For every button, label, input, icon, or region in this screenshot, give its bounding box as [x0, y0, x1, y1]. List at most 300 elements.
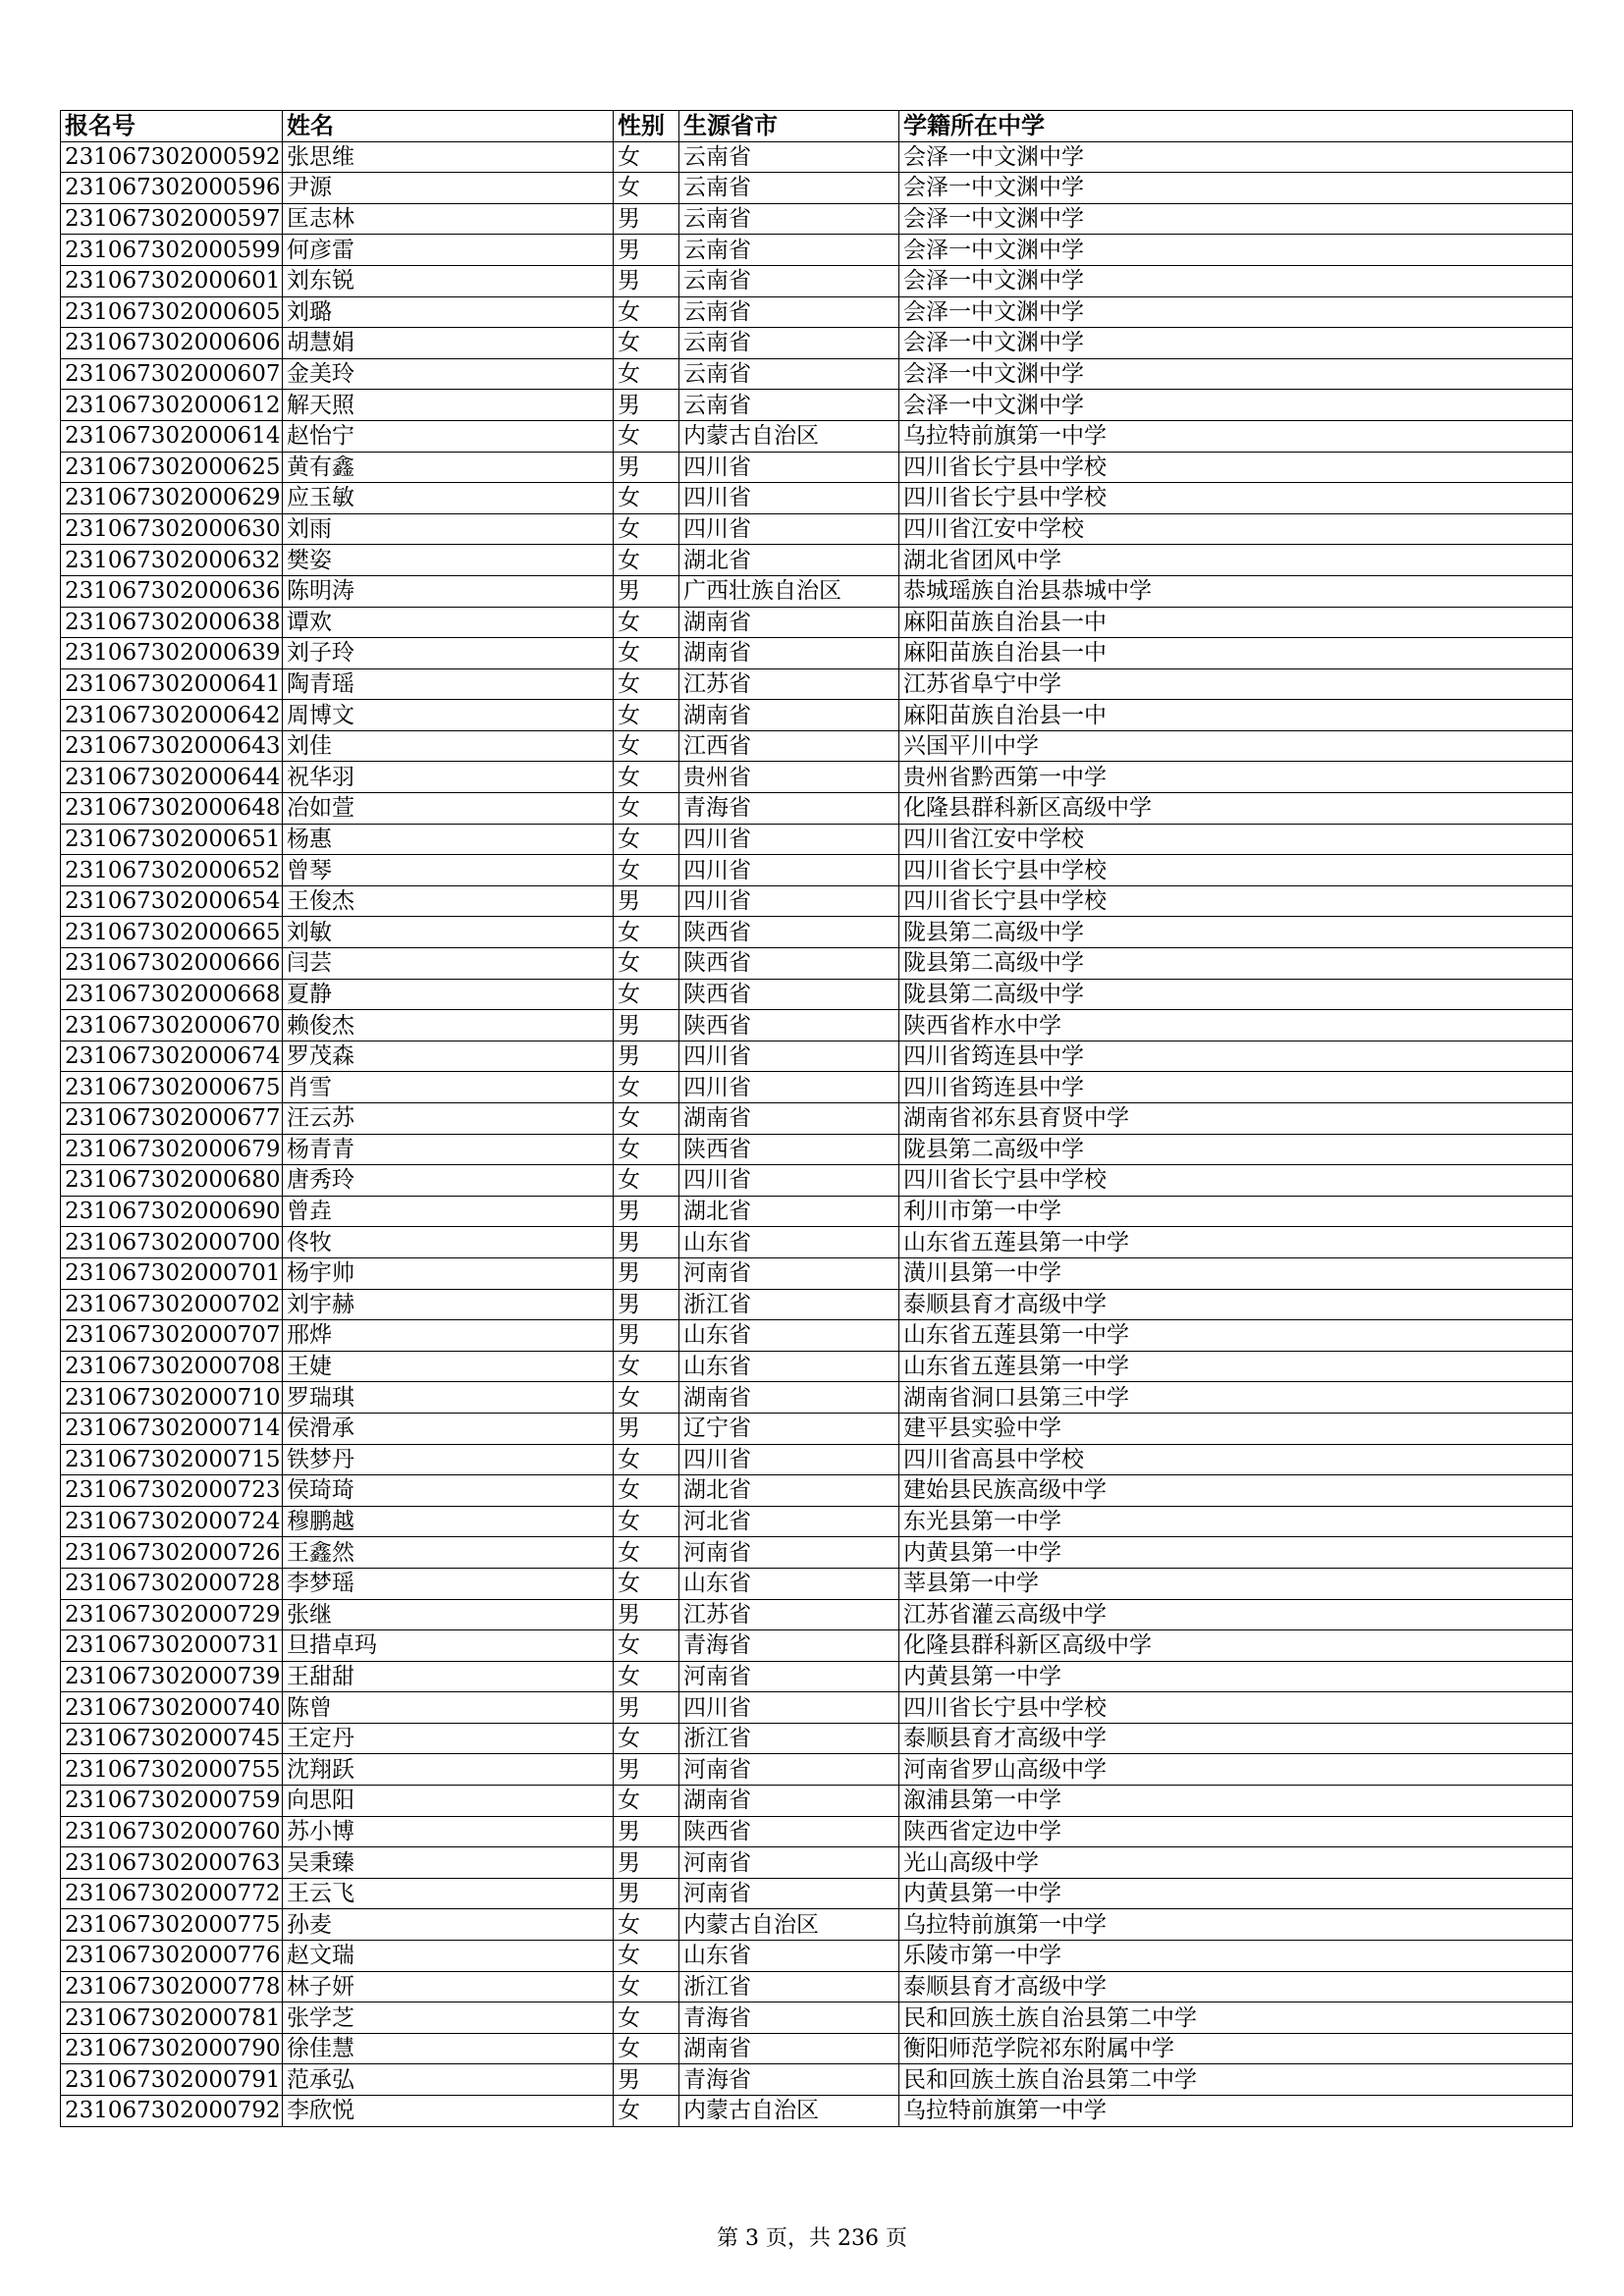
- school-cell: 河南省罗山高级中学: [899, 1754, 1573, 1786]
- roster-table: [60, 110, 1573, 2127]
- origin-province-cell: 青海省: [679, 2002, 899, 2034]
- table-row: [61, 1413, 1573, 1444]
- origin-province-cell: 四川省: [679, 885, 899, 917]
- table-row: [61, 700, 1573, 731]
- origin-province-cell: 山东省: [679, 1351, 899, 1382]
- registration-number-cell: 231067302000728: [61, 1568, 283, 1599]
- registration-number-cell: 231067302000639: [61, 638, 283, 669]
- gender-cell: 男: [614, 1257, 679, 1289]
- gender-cell: 男: [614, 1289, 679, 1320]
- gender-cell: 女: [614, 1382, 679, 1414]
- school-cell: 溆浦县第一中学: [899, 1786, 1573, 1817]
- name-cell: 杨惠: [283, 824, 614, 855]
- gender-cell: 女: [614, 979, 679, 1010]
- gender-cell: 女: [614, 1786, 679, 1817]
- origin-province-cell: 湖北省: [679, 545, 899, 576]
- registration-number-cell: 231067302000599: [61, 235, 283, 266]
- gender-cell: 男: [614, 1196, 679, 1227]
- registration-number-cell: 231067302000731: [61, 1630, 283, 1662]
- header-gender: 性别: [614, 111, 679, 142]
- origin-province-cell: 河南省: [679, 1537, 899, 1569]
- registration-number-cell: 231067302000665: [61, 917, 283, 948]
- gender-cell: 女: [614, 917, 679, 948]
- registration-number-cell: 231067302000629: [61, 483, 283, 514]
- table-row: [61, 1351, 1573, 1382]
- registration-number-cell: 231067302000601: [61, 265, 283, 296]
- gender-cell: 女: [614, 1072, 679, 1103]
- origin-province-cell: 云南省: [679, 265, 899, 296]
- table-row: [61, 141, 1573, 173]
- origin-province-cell: 内蒙古自治区: [679, 2096, 899, 2127]
- gender-cell: 男: [614, 1320, 679, 1352]
- school-cell: 会泽一中文渊中学: [899, 265, 1573, 296]
- school-cell: 四川省江安中学校: [899, 824, 1573, 855]
- table-row: [61, 1382, 1573, 1414]
- gender-cell: 女: [614, 1134, 679, 1165]
- origin-province-cell: 云南省: [679, 328, 899, 359]
- registration-number-cell: 231067302000641: [61, 668, 283, 700]
- name-cell: 王鑫然: [283, 1537, 614, 1569]
- table-row: [61, 948, 1573, 980]
- school-cell: 乌拉特前旗第一中学: [899, 1909, 1573, 1941]
- gender-cell: 女: [614, 1475, 679, 1507]
- gender-cell: 男: [614, 1878, 679, 1909]
- name-cell: 陈曾: [283, 1692, 614, 1724]
- origin-province-cell: 湖南省: [679, 700, 899, 731]
- origin-province-cell: 云南省: [679, 296, 899, 328]
- gender-cell: 男: [614, 1413, 679, 1444]
- registration-number-cell: 231067302000666: [61, 948, 283, 980]
- name-cell: 肖雪: [283, 1072, 614, 1103]
- origin-province-cell: 四川省: [679, 1444, 899, 1475]
- school-cell: 泰顺县育才高级中学: [899, 1723, 1573, 1754]
- name-cell: 林子妍: [283, 1971, 614, 2002]
- gender-cell: 男: [614, 452, 679, 483]
- name-cell: 汪云苏: [283, 1103, 614, 1135]
- origin-province-cell: 浙江省: [679, 1723, 899, 1754]
- school-cell: 化隆县群科新区高级中学: [899, 1630, 1573, 1662]
- registration-number-cell: 231067302000625: [61, 452, 283, 483]
- origin-province-cell: 四川省: [679, 1692, 899, 1724]
- registration-number-cell: 231067302000632: [61, 545, 283, 576]
- origin-province-cell: 云南省: [679, 141, 899, 173]
- school-cell: 陇县第二高级中学: [899, 948, 1573, 980]
- school-cell: 四川省江安中学校: [899, 513, 1573, 545]
- table-row: [61, 1971, 1573, 2002]
- origin-province-cell: 四川省: [679, 824, 899, 855]
- gender-cell: 女: [614, 1661, 679, 1692]
- origin-province-cell: 山东省: [679, 1320, 899, 1352]
- name-cell: 杨宇帅: [283, 1257, 614, 1289]
- gender-cell: 女: [614, 296, 679, 328]
- gender-cell: 女: [614, 1723, 679, 1754]
- table-row: [61, 235, 1573, 266]
- gender-cell: 男: [614, 1227, 679, 1258]
- table-row: [61, 1506, 1573, 1537]
- name-cell: 赖俊杰: [283, 1010, 614, 1041]
- gender-cell: 男: [614, 1599, 679, 1630]
- origin-province-cell: 江苏省: [679, 668, 899, 700]
- registration-number-cell: 231067302000636: [61, 575, 283, 607]
- origin-province-cell: 云南省: [679, 390, 899, 421]
- school-cell: 湖北省团风中学: [899, 545, 1573, 576]
- registration-number-cell: 231067302000651: [61, 824, 283, 855]
- gender-cell: 男: [614, 235, 679, 266]
- gender-cell: 女: [614, 1909, 679, 1941]
- origin-province-cell: 内蒙古自治区: [679, 420, 899, 452]
- gender-cell: 男: [614, 1692, 679, 1724]
- name-cell: 刘佳: [283, 730, 614, 762]
- origin-province-cell: 广西壮族自治区: [679, 575, 899, 607]
- gender-cell: 女: [614, 1941, 679, 1972]
- table-row: [61, 575, 1573, 607]
- name-cell: 罗瑞琪: [283, 1382, 614, 1414]
- school-cell: 湖南省洞口县第三中学: [899, 1382, 1573, 1414]
- registration-number-cell: 231067302000775: [61, 1909, 283, 1941]
- school-cell: 会泽一中文渊中学: [899, 141, 1573, 173]
- registration-number-cell: 231067302000605: [61, 296, 283, 328]
- origin-province-cell: 四川省: [679, 1041, 899, 1072]
- origin-province-cell: 河南省: [679, 1754, 899, 1786]
- registration-number-cell: 231067302000677: [61, 1103, 283, 1135]
- school-cell: 利川市第一中学: [899, 1196, 1573, 1227]
- gender-cell: 女: [614, 638, 679, 669]
- name-cell: 解天照: [283, 390, 614, 421]
- name-cell: 刘宇赫: [283, 1289, 614, 1320]
- gender-cell: 女: [614, 483, 679, 514]
- registration-number-cell: 231067302000675: [61, 1072, 283, 1103]
- registration-number-cell: 231067302000701: [61, 1257, 283, 1289]
- school-cell: 山东省五莲县第一中学: [899, 1320, 1573, 1352]
- name-cell: 李欣悦: [283, 2096, 614, 2127]
- table-row: [61, 513, 1573, 545]
- school-cell: 会泽一中文渊中学: [899, 203, 1573, 235]
- origin-province-cell: 陕西省: [679, 1134, 899, 1165]
- name-cell: 刘敏: [283, 917, 614, 948]
- table-row: [61, 265, 1573, 296]
- school-cell: 四川省长宁县中学校: [899, 1692, 1573, 1724]
- name-cell: 穆鹏越: [283, 1506, 614, 1537]
- name-cell: 唐秀玲: [283, 1165, 614, 1197]
- origin-province-cell: 河北省: [679, 1506, 899, 1537]
- school-cell: 四川省长宁县中学校: [899, 452, 1573, 483]
- name-cell: 应玉敏: [283, 483, 614, 514]
- origin-province-cell: 青海省: [679, 2064, 899, 2096]
- name-cell: 赵文瑞: [283, 1941, 614, 1972]
- table-row: [61, 1537, 1573, 1569]
- registration-number-cell: 231067302000763: [61, 1847, 283, 1879]
- name-cell: 金美玲: [283, 358, 614, 390]
- name-cell: 谭欢: [283, 607, 614, 638]
- header-name: 姓名: [283, 111, 614, 142]
- name-cell: 罗茂森: [283, 1041, 614, 1072]
- gender-cell: 女: [614, 173, 679, 204]
- school-cell: 莘县第一中学: [899, 1568, 1573, 1599]
- gender-cell: 女: [614, 668, 679, 700]
- gender-cell: 男: [614, 1041, 679, 1072]
- origin-province-cell: 湖南省: [679, 638, 899, 669]
- registration-number-cell: 231067302000726: [61, 1537, 283, 1569]
- school-cell: 麻阳苗族自治县一中: [899, 700, 1573, 731]
- name-cell: 向思阳: [283, 1786, 614, 1817]
- table-row: [61, 296, 1573, 328]
- name-cell: 曾垚: [283, 1196, 614, 1227]
- registration-number-cell: 231067302000714: [61, 1413, 283, 1444]
- name-cell: 佟牧: [283, 1227, 614, 1258]
- name-cell: 侯滑承: [283, 1413, 614, 1444]
- table-row: [61, 917, 1573, 948]
- gender-cell: 女: [614, 513, 679, 545]
- name-cell: 孙麦: [283, 1909, 614, 1941]
- gender-cell: 女: [614, 607, 679, 638]
- school-cell: 会泽一中文渊中学: [899, 358, 1573, 390]
- registration-number-cell: 231067302000607: [61, 358, 283, 390]
- school-cell: 会泽一中文渊中学: [899, 390, 1573, 421]
- school-cell: 四川省长宁县中学校: [899, 885, 1573, 917]
- name-cell: 胡慧娟: [283, 328, 614, 359]
- registration-number-cell: 231067302000707: [61, 1320, 283, 1352]
- table-row: [61, 1786, 1573, 1817]
- school-cell: 东光县第一中学: [899, 1506, 1573, 1537]
- origin-province-cell: 四川省: [679, 1072, 899, 1103]
- school-cell: 建始县民族高级中学: [899, 1475, 1573, 1507]
- registration-number-cell: 231067302000755: [61, 1754, 283, 1786]
- school-cell: 湖南省祁东县育贤中学: [899, 1103, 1573, 1135]
- registration-number-cell: 231067302000708: [61, 1351, 283, 1382]
- name-cell: 侯琦琦: [283, 1475, 614, 1507]
- school-cell: 四川省筠连县中学: [899, 1072, 1573, 1103]
- table-row: [61, 483, 1573, 514]
- table-row: [61, 1692, 1573, 1724]
- table-row: [61, 1134, 1573, 1165]
- registration-number-cell: 231067302000715: [61, 1444, 283, 1475]
- school-cell: 衡阳师范学院祁东附属中学: [899, 2033, 1573, 2064]
- table-row: [61, 1941, 1573, 1972]
- table-row: [61, 1475, 1573, 1507]
- table-row: [61, 1257, 1573, 1289]
- registration-number-cell: 231067302000745: [61, 1723, 283, 1754]
- name-cell: 祝华羽: [283, 762, 614, 793]
- gender-cell: 女: [614, 420, 679, 452]
- origin-province-cell: 内蒙古自治区: [679, 1909, 899, 1941]
- registration-number-cell: 231067302000674: [61, 1041, 283, 1072]
- school-cell: 四川省长宁县中学校: [899, 855, 1573, 886]
- table-row: [61, 668, 1573, 700]
- gender-cell: 女: [614, 824, 679, 855]
- name-cell: 徐佳慧: [283, 2033, 614, 2064]
- origin-province-cell: 江苏省: [679, 1599, 899, 1630]
- school-cell: 乐陵市第一中学: [899, 1941, 1573, 1972]
- registration-number-cell: 231067302000778: [61, 1971, 283, 2002]
- origin-province-cell: 山东省: [679, 1941, 899, 1972]
- table-row: [61, 1196, 1573, 1227]
- school-cell: 民和回族土族自治县第二中学: [899, 2064, 1573, 2096]
- table-row: [61, 979, 1573, 1010]
- school-cell: 江苏省阜宁中学: [899, 668, 1573, 700]
- table-row: [61, 452, 1573, 483]
- table-row: [61, 885, 1573, 917]
- registration-number-cell: 231067302000791: [61, 2064, 283, 2096]
- name-cell: 曾琴: [283, 855, 614, 886]
- name-cell: 陈明涛: [283, 575, 614, 607]
- registration-number-cell: 231067302000670: [61, 1010, 283, 1041]
- registration-number-cell: 231067302000739: [61, 1661, 283, 1692]
- gender-cell: 女: [614, 855, 679, 886]
- gender-cell: 女: [614, 1351, 679, 1382]
- registration-number-cell: 231067302000729: [61, 1599, 283, 1630]
- registration-number-cell: 231067302000638: [61, 607, 283, 638]
- school-cell: 泰顺县育才高级中学: [899, 1971, 1573, 2002]
- registration-number-cell: 231067302000759: [61, 1786, 283, 1817]
- table-row: [61, 420, 1573, 452]
- origin-province-cell: 陕西省: [679, 1010, 899, 1041]
- table-row: [61, 328, 1573, 359]
- school-cell: 贵州省黔西第一中学: [899, 762, 1573, 793]
- origin-province-cell: 湖南省: [679, 1103, 899, 1135]
- table-header-row: [61, 111, 1573, 142]
- school-cell: 四川省长宁县中学校: [899, 483, 1573, 514]
- gender-cell: 女: [614, 762, 679, 793]
- table-row: [61, 1289, 1573, 1320]
- name-cell: 杨青青: [283, 1134, 614, 1165]
- school-cell: 化隆县群科新区高级中学: [899, 793, 1573, 825]
- school-cell: 会泽一中文渊中学: [899, 296, 1573, 328]
- school-cell: 内黄县第一中学: [899, 1878, 1573, 1909]
- registration-number-cell: 231067302000596: [61, 173, 283, 204]
- school-cell: 乌拉特前旗第一中学: [899, 2096, 1573, 2127]
- registration-number-cell: 231067302000648: [61, 793, 283, 825]
- table-row: [61, 1010, 1573, 1041]
- origin-province-cell: 四川省: [679, 855, 899, 886]
- school-cell: 恭城瑶族自治县恭城中学: [899, 575, 1573, 607]
- registration-number-cell: 231067302000644: [61, 762, 283, 793]
- origin-province-cell: 河南省: [679, 1257, 899, 1289]
- registration-number-cell: 231067302000724: [61, 1506, 283, 1537]
- gender-cell: 男: [614, 390, 679, 421]
- table-row: [61, 2096, 1573, 2127]
- name-cell: 王云飞: [283, 1878, 614, 1909]
- registration-number-cell: 231067302000690: [61, 1196, 283, 1227]
- name-cell: 王甜甜: [283, 1661, 614, 1692]
- name-cell: 铁梦丹: [283, 1444, 614, 1475]
- school-cell: 光山高级中学: [899, 1847, 1573, 1879]
- name-cell: 刘东锐: [283, 265, 614, 296]
- origin-province-cell: 贵州省: [679, 762, 899, 793]
- table-row: [61, 1568, 1573, 1599]
- gender-cell: 男: [614, 575, 679, 607]
- name-cell: 范承弘: [283, 2064, 614, 2096]
- origin-province-cell: 四川省: [679, 1165, 899, 1197]
- gender-cell: 男: [614, 1847, 679, 1879]
- gender-cell: 男: [614, 1816, 679, 1847]
- name-cell: 周博文: [283, 700, 614, 731]
- origin-province-cell: 山东省: [679, 1568, 899, 1599]
- school-cell: 麻阳苗族自治县一中: [899, 607, 1573, 638]
- school-cell: 麻阳苗族自治县一中: [899, 638, 1573, 669]
- origin-province-cell: 陕西省: [679, 948, 899, 980]
- table-row: [61, 855, 1573, 886]
- origin-province-cell: 云南省: [679, 173, 899, 204]
- school-cell: 四川省高县中学校: [899, 1444, 1573, 1475]
- registration-number-cell: 231067302000654: [61, 885, 283, 917]
- table-row: [61, 793, 1573, 825]
- origin-province-cell: 河南省: [679, 1661, 899, 1692]
- name-cell: 刘雨: [283, 513, 614, 545]
- school-cell: 四川省长宁县中学校: [899, 1165, 1573, 1197]
- table-row: [61, 824, 1573, 855]
- table-row: [61, 173, 1573, 204]
- school-cell: 陇县第二高级中学: [899, 979, 1573, 1010]
- name-cell: 李梦瑶: [283, 1568, 614, 1599]
- registration-number-cell: 231067302000776: [61, 1941, 283, 1972]
- gender-cell: 女: [614, 545, 679, 576]
- table-row: [61, 1072, 1573, 1103]
- origin-province-cell: 四川省: [679, 452, 899, 483]
- name-cell: 黄有鑫: [283, 452, 614, 483]
- table-row: [61, 607, 1573, 638]
- name-cell: 夏静: [283, 979, 614, 1010]
- table-row: [61, 1847, 1573, 1879]
- registration-number-cell: 231067302000790: [61, 2033, 283, 2064]
- name-cell: 匡志林: [283, 203, 614, 235]
- registration-number-cell: 231067302000643: [61, 730, 283, 762]
- gender-cell: 女: [614, 141, 679, 173]
- registration-number-cell: 231067302000612: [61, 390, 283, 421]
- header-school: 学籍所在中学: [899, 111, 1573, 142]
- name-cell: 王定丹: [283, 1723, 614, 1754]
- name-cell: 旦措卓玛: [283, 1630, 614, 1662]
- origin-province-cell: 湖北省: [679, 1196, 899, 1227]
- registration-number-cell: 231067302000700: [61, 1227, 283, 1258]
- gender-cell: 女: [614, 1444, 679, 1475]
- registration-number-cell: 231067302000614: [61, 420, 283, 452]
- table-row: [61, 2033, 1573, 2064]
- origin-province-cell: 辽宁省: [679, 1413, 899, 1444]
- page-footer: 第 3 页，共 236 页: [717, 2226, 907, 2251]
- table-row: [61, 203, 1573, 235]
- table-row: [61, 1878, 1573, 1909]
- table-row: [61, 2064, 1573, 2096]
- origin-province-cell: 湖南省: [679, 1382, 899, 1414]
- registration-number-cell: 231067302000740: [61, 1692, 283, 1724]
- name-cell: 吴秉臻: [283, 1847, 614, 1879]
- school-cell: 四川省筠连县中学: [899, 1041, 1573, 1072]
- registration-number-cell: 231067302000680: [61, 1165, 283, 1197]
- registration-number-cell: 231067302000592: [61, 141, 283, 173]
- table-row: [61, 1103, 1573, 1135]
- name-cell: 王俊杰: [283, 885, 614, 917]
- table-row: [61, 1599, 1573, 1630]
- registration-number-cell: 231067302000630: [61, 513, 283, 545]
- school-cell: 陕西省定边中学: [899, 1816, 1573, 1847]
- school-cell: 会泽一中文渊中学: [899, 328, 1573, 359]
- name-cell: 张学芝: [283, 2002, 614, 2034]
- school-cell: 江苏省灌云高级中学: [899, 1599, 1573, 1630]
- header-origin-province: 生源省市: [679, 111, 899, 142]
- gender-cell: 女: [614, 1165, 679, 1197]
- origin-province-cell: 青海省: [679, 793, 899, 825]
- origin-province-cell: 陕西省: [679, 917, 899, 948]
- table-row: [61, 1754, 1573, 1786]
- school-cell: 民和回族土族自治县第二中学: [899, 2002, 1573, 2034]
- registration-number-cell: 231067302000781: [61, 2002, 283, 2034]
- gender-cell: 男: [614, 1010, 679, 1041]
- table-row: [61, 1165, 1573, 1197]
- gender-cell: 女: [614, 700, 679, 731]
- registration-number-cell: 231067302000760: [61, 1816, 283, 1847]
- origin-province-cell: 湖南省: [679, 2033, 899, 2064]
- gender-cell: 女: [614, 358, 679, 390]
